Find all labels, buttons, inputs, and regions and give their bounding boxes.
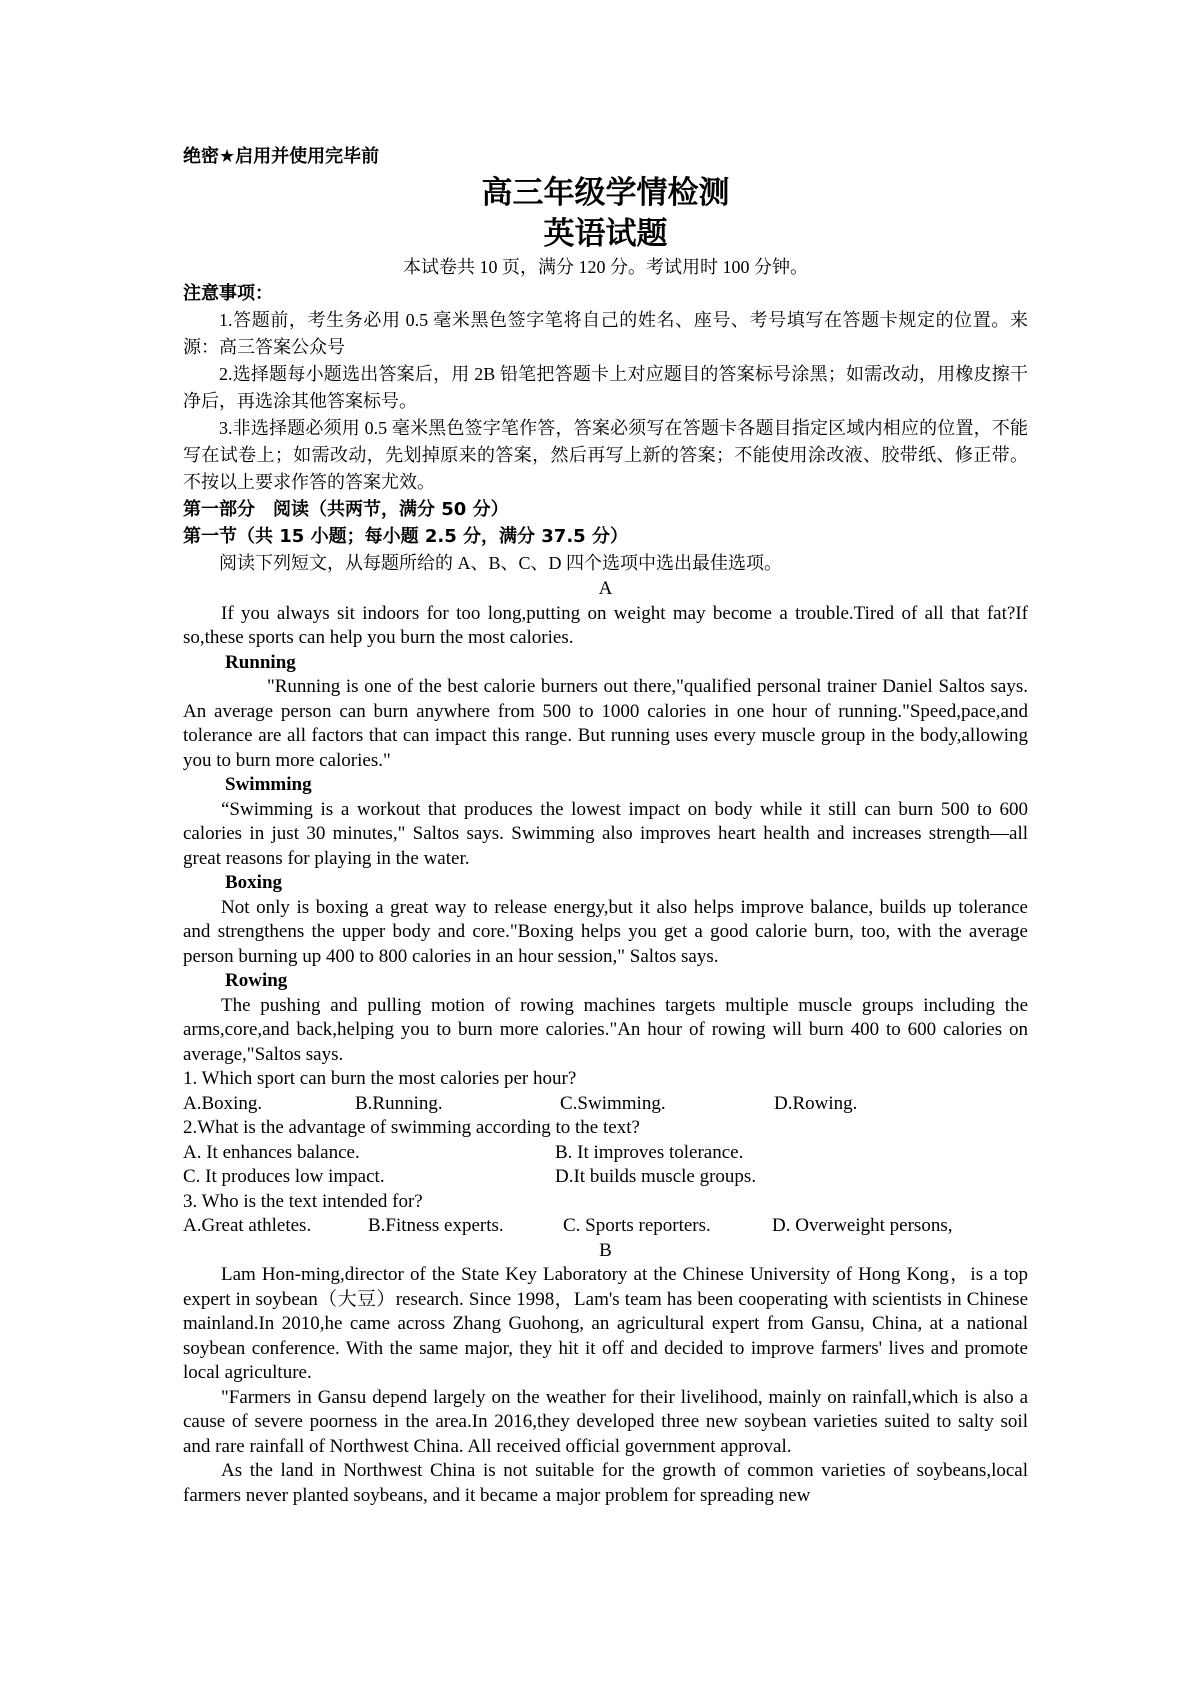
notice-item: 1.答题前，考生务必用 0.5 毫米黑色签字笔将自己的姓名、座号、考号填写在答题卡规定的位置。来源：高三答案公众号 <box>183 310 1028 357</box>
passage-paragraph: “Swimming is a workout that produces the lowest impact on body while it still can burn 500 to 600 calories in just 30 minutes," Saltos says. Swimming also improves heart health and increases strength—all great reasons for playing in the water. <box>183 798 1028 869</box>
passage-label: A <box>598 578 613 599</box>
part-heading: 第一部分 阅读（共两节，满分 50 分） <box>183 499 509 520</box>
passage-paragraph: As the land in Northwest China is not suitable for the growth of common varieties of soybeans,local farmers never planted soybeans, and it became a major problem for spreading new <box>183 1460 1028 1506</box>
option-c: C.Swimming. <box>560 1092 666 1114</box>
option-b: B.Fitness experts. <box>368 1215 504 1236</box>
passage-paragraph: "Running is one of the best calorie burners out there,"qualified personal trainer Daniel Saltos says. An average person can burn anywhere from 500 to 1000 calories in one hour of running."Speed,pace,and tolerance are all factors that can impact this range. But running uses every muscle group in the body,allowing you to burn more calories." <box>183 676 1028 771</box>
passage-paragraph: If you always sit indoors for too long,putting on weight may become a trouble.Tired of all that fat?If so,these sports can help you burn the most calories. <box>183 602 1028 648</box>
option-d: D. Overweight persons, <box>772 1215 953 1236</box>
option-b: B.Running. <box>355 1092 443 1114</box>
passage-paragraph: Lam Hon-ming,director of the State Key Laboratory at the Chinese University of Hong Kong，is a top expert in soybean（大豆）research. Since 1998，Lam's team has been cooperating with scientists in Chinese mainland.In 2010,he came across Zhang Guohong, an agricultural expert from Gansu, China, at a national soybean conference. With the same major, they hit it off and decided to improve farmers' lives and promote local agriculture. <box>183 1264 1028 1383</box>
passage-paragraph: "Farmers in Gansu depend largely on the weather for their livelihood, mainly on rainfall,which is also a cause of severe poorness in the area.In 2016,they developed three new soybean varieties suited to salty soil and rare rainfall of Northwest China. All received official government approval. <box>183 1386 1028 1457</box>
question-stem: 1. Which sport can burn the most calories per hour? <box>183 1068 577 1089</box>
notice-item: 3.非选择题必须用 0.5 毫米黑色签字笔作答，答案必须写在答题卡各题目指定区域内相应的位置，不能写在试卷上；如需改动，先划掉原来的答案，然后再写上新的答案；不能使用涂改液、胶带纸、修正带。不按以上要求作答的答案尤效。 <box>183 418 1028 492</box>
question-options <box>183 1165 1028 1190</box>
option-c: C. Sports reporters. <box>563 1215 711 1236</box>
option-d: D.Rowing. <box>774 1092 858 1114</box>
passage-paragraph: Not only is boxing a great way to release energy,but it also helps improve balance, builds up tolerance and strengthens the upper body and core."Boxing helps you get a good calorie burn, too, with the average person burning up 400 to 800 calories in an hour session," Saltos says. <box>183 896 1028 967</box>
notice-item: 2.选择题每小题选出答案后，用 2B 铅笔把答题卡上对应题目的答案标号涂黑；如需改动，用橡皮擦干净后，再选涂其他答案标号。 <box>183 364 1028 411</box>
notice-heading: 注意事项： <box>183 283 273 304</box>
section-subheading: Swimming <box>225 774 312 795</box>
question-stem: 3. Who is the text intended for? <box>183 1190 423 1212</box>
instruction: 阅读下列短文，从每题所给的 A、B、C、D 四个选项中选出最佳选项。 <box>219 553 783 573</box>
section-subheading: Boxing <box>225 872 283 893</box>
option-d: D.It builds muscle groups. <box>555 1166 757 1187</box>
option-c: C. It produces low impact. <box>183 1166 385 1187</box>
secret-label: 绝密★启用并使用完毕前 <box>183 146 380 167</box>
question-stem: 2.What is the advantage of swimming according to the text? <box>183 1117 640 1138</box>
question-options <box>183 1141 1028 1166</box>
passage-label: B <box>599 1239 612 1261</box>
option-a: A.Boxing. <box>183 1092 263 1114</box>
option-a: A.Great athletes. <box>183 1215 312 1236</box>
option-a: A. It enhances balance. <box>183 1141 360 1163</box>
question-options <box>183 1214 1028 1239</box>
page-title: 高三年级学情检测 <box>481 175 730 211</box>
exam-page <box>183 144 1028 1508</box>
section-heading: 第一节（共 15 小题；每小题 2.5 分，满分 37.5 分） <box>183 526 628 547</box>
question-options <box>183 1092 1028 1117</box>
section-subheading: Running <box>225 651 296 673</box>
option-b: B. It improves tolerance. <box>555 1141 744 1163</box>
section-subheading: Rowing <box>225 970 288 991</box>
passage-paragraph: The pushing and pulling motion of rowing machines targets multiple muscle groups including the arms,core,and back,helping you to burn more calories."An hour of rowing will burn 400 to 600 calories on average,"Saltos says. <box>183 994 1028 1065</box>
page-subtitle: 英语试题 <box>543 216 668 252</box>
exam-info: 本试卷共 10 页，满分 120 分。考试用时 100 分钟。 <box>403 257 808 277</box>
